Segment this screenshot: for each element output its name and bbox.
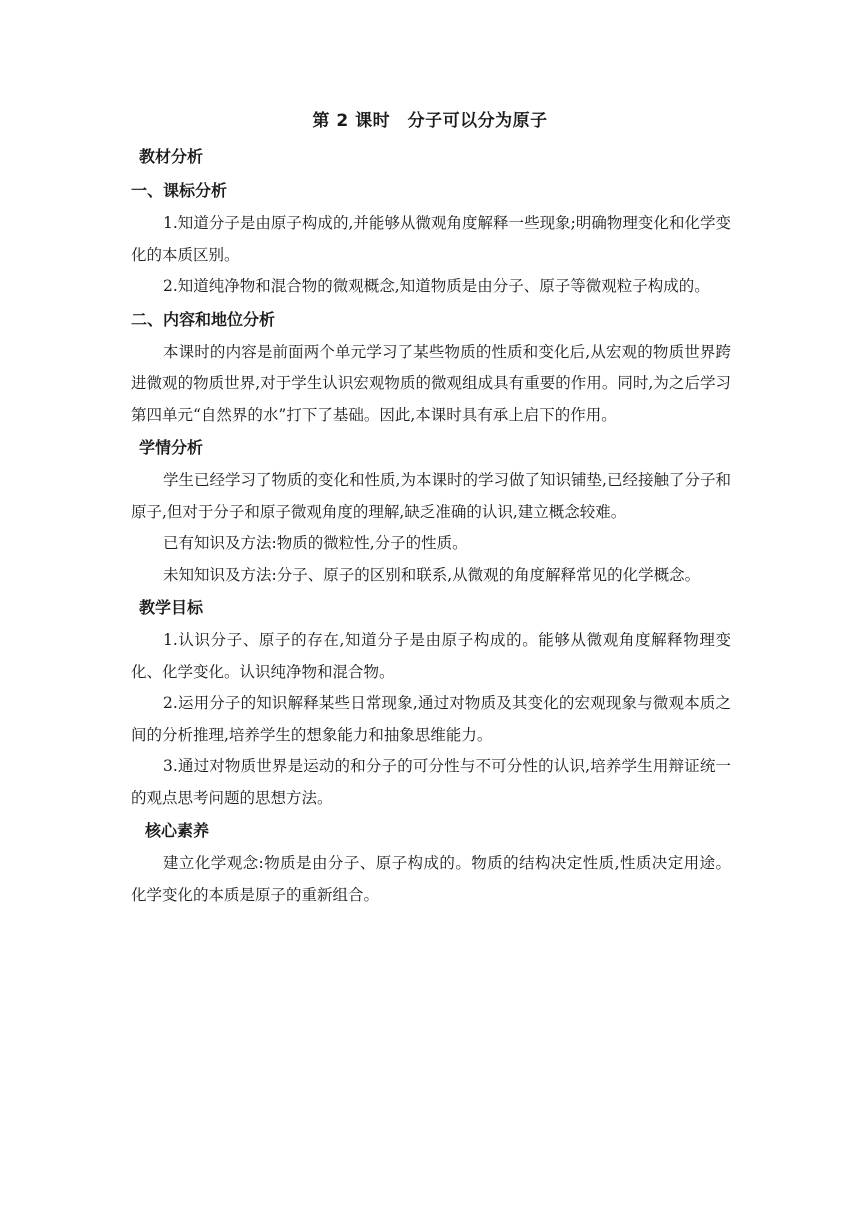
paragraph: 1.知道分子是由原子构成的,并能够从微观角度解释一些现象;明确物理变化和化学变化的本质区别。 [131,214,731,264]
paragraph: 2.知道纯净物和混合物的微观概念,知道物质是由分子、原子等微观粒子构成的。 [163,277,710,295]
page-title: 第 2 课时 分子可以分为原子 [312,111,548,131]
subsection-heading-curriculum: 一、课标分析 [131,181,228,200]
paragraph: 未知知识及方法:分子、原子的区别和联系,从微观的角度解释常见的化学概念。 [163,565,701,584]
section-heading-learner-analysis: 学情分析 [139,438,204,457]
paragraph: 学生已经学习了物质的变化和性质,为本课时的学习做了知识铺垫,已经接触了分子和原子,但对于分子和原子微观角度的理解,缺乏准确的认识,建立概念较难。 [131,471,731,521]
section-heading-teaching-goals: 教学目标 [139,598,204,617]
paragraph: 已有知识及方法:物质的微粒性,分子的性质。 [163,534,468,552]
section-heading-core-literacy: 核心素养 [145,821,210,840]
paragraph: 1.认识分子、原子的存在,知道分子是由原子构成的。能够从微观角度解释物理变化、化学变化。认识纯净物和混合物。 [131,631,731,681]
paragraph: 3.通过对物质世界是运动的和分子的可分性与不可分性的认识,培养学生用辩证统一的观点思考问题的思想方法。 [131,757,731,807]
paragraph: 2.运用分子的知识解释某些日常现象,通过对物质及其变化的宏观现象与微观本质之间的分析推理,培养学生的想象能力和抽象思维能力。 [131,694,731,744]
subsection-heading-content-position: 二、内容和地位分析 [131,309,276,329]
document-body [131,140,731,911]
paragraph: 建立化学观念:物质是由分子、原子构成的。物质的结构决定性质,性质决定用途。化学变化的本质是原子的重新组合。 [131,854,731,904]
paragraph: 本课时的内容是前面两个单元学习了某些物质的性质和变化后,从宏观的物质世界跨进微观的物质世界,对于学生认识宏观物质的微观组成具有重要的作用。同时,为之后学习第四单元“自然界的水”打下了基础。因此,本课时具有承上启下的作用。 [131,342,731,424]
section-heading-textbook-analysis: 教材分析 [139,147,204,166]
